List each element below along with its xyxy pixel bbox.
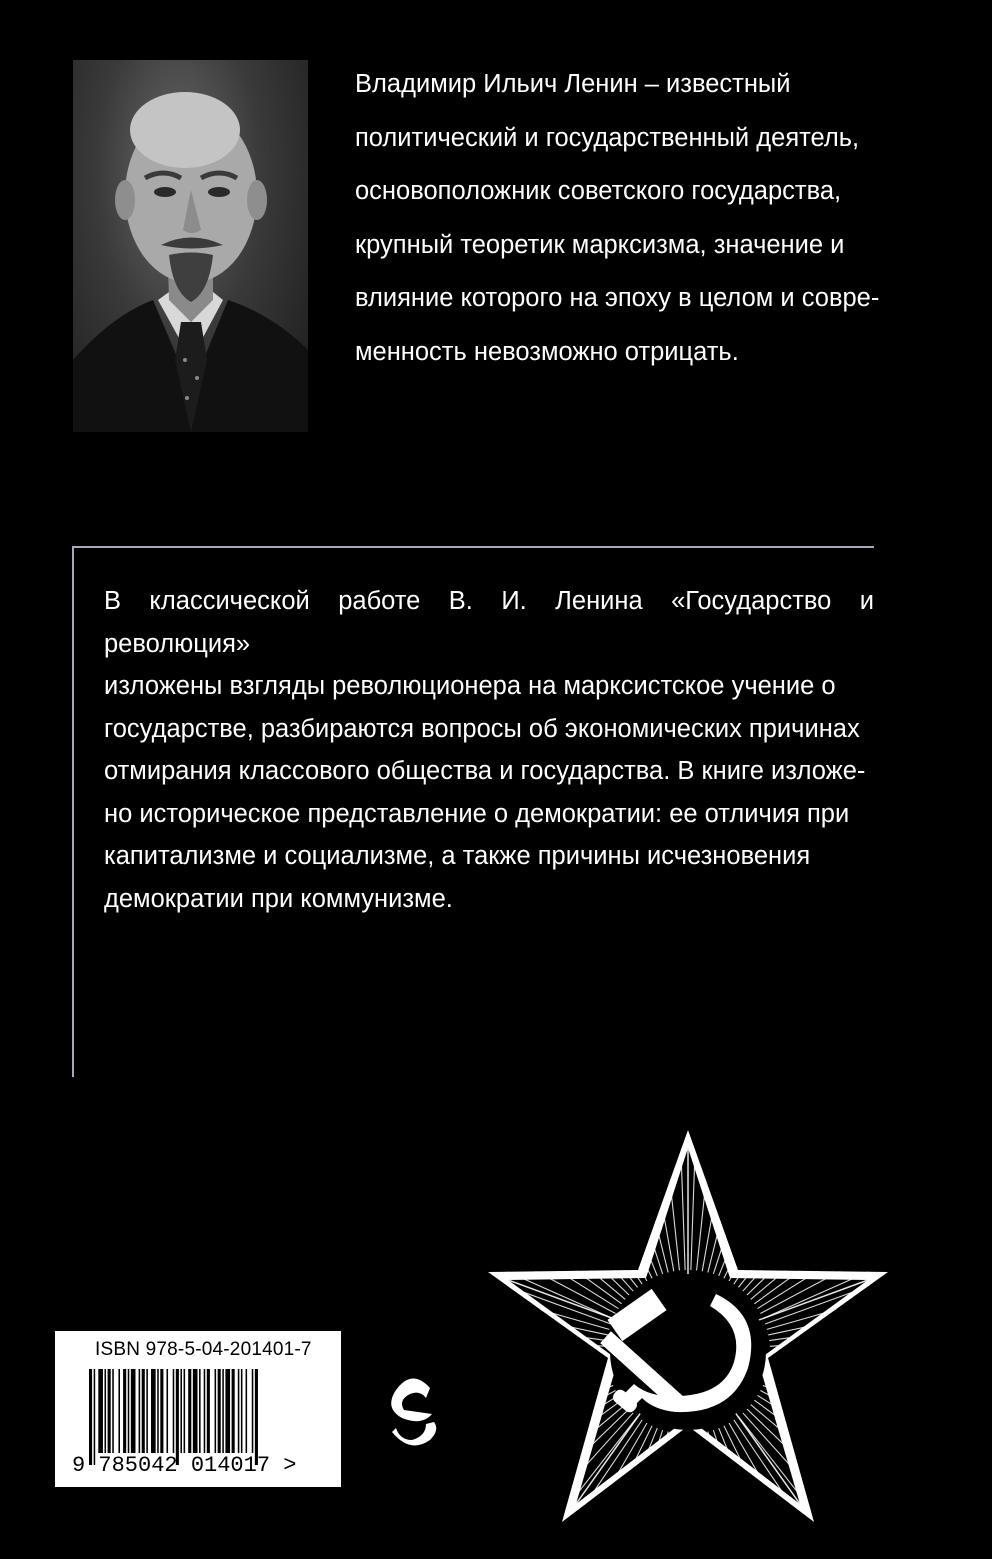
bio-line: крупный теоретик марксизма, значение и [355,230,845,259]
annotation-line: изложены взгляды революционера на марксистское учение о [104,672,836,700]
annotation-line: отмирания классового общества и государства. В книге изложе- [104,757,866,785]
author-portrait [73,60,308,432]
bio-line: политический и государственный деятель, [355,123,860,152]
bio-line: Владимир Ильич Ленин – известный [355,70,791,98]
bio-line: влияние которого на эпоху в целом и совре- [355,284,880,312]
bio-line: менность невозможно отрицать. [355,337,739,366]
annotation-line: но историческое представление о демократии: ее отличия при [104,799,850,828]
annotation-line: демократии при коммунизме. [104,884,453,913]
annotation-line: капитализме и социализме, а также причины исчезновения [104,842,811,870]
author-bio [355,58,883,379]
barcode-bars [89,1369,321,1465]
annotation-line: В классической работе В. И. Ленина «Государство и революция» [104,587,874,658]
star-hammer-sickle-emblem [484,1126,892,1526]
isbn-barcode [55,1331,341,1487]
publisher-logo-icon [382,1370,442,1460]
bio-line: основоположник советского государства, [355,177,842,205]
book-annotation [104,580,874,920]
portrait-photo [73,60,308,432]
annotation-line: государстве, разбираются вопросы об экономических причинах [104,714,860,743]
isbn-number: ISBN 978-5-04-201401-7 [95,1339,312,1360]
ean-digits: 9 785042 014017 > [72,1453,297,1478]
